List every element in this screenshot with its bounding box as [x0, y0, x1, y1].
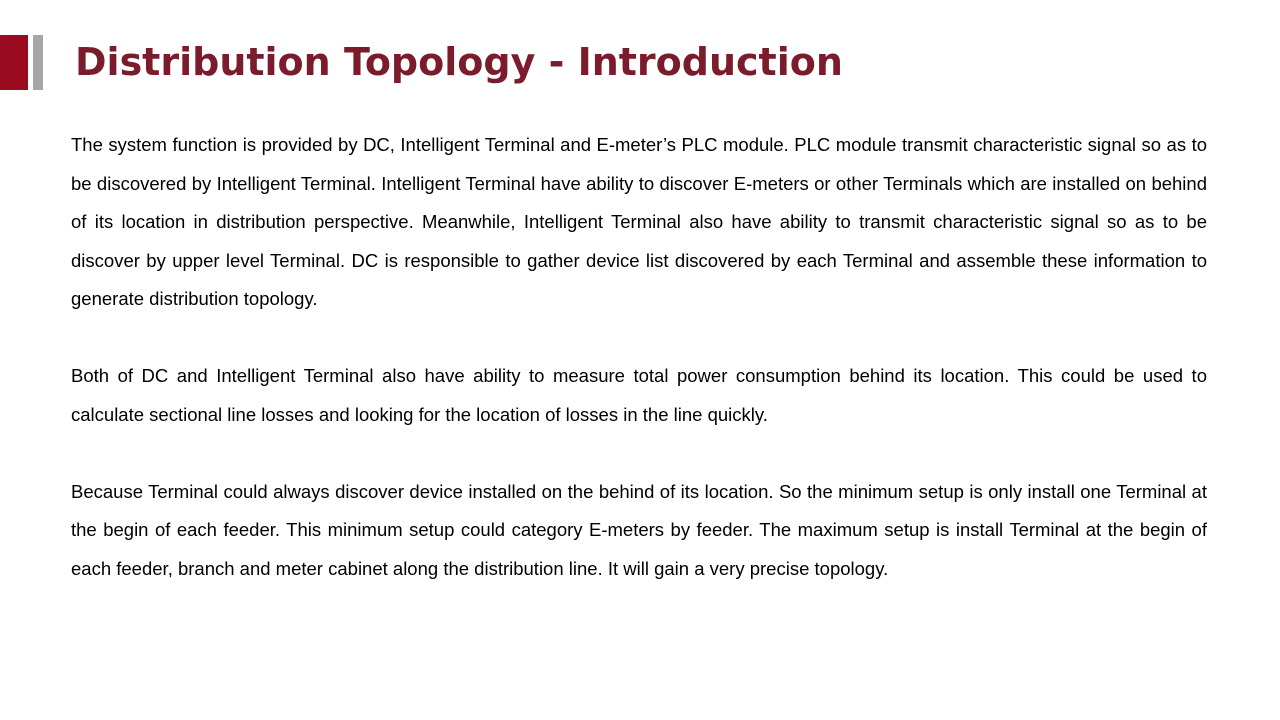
title-accent-bar-gray — [33, 35, 43, 90]
slide-title: Distribution Topology - Introduction — [75, 40, 843, 84]
body-paragraph-1: The system function is provided by DC, Intelligent Terminal and E-meter’s PLC module. PLC module transmit characteristic signal so as to be discovered by Intelligent Terminal. Intelligent Terminal have ability to discover E-meters or other Terminals which are installed on behind of its location in distribution perspective. Meanwhile, Intelligent Terminal also have ability to transmit characteristic signal so as to be discover by upper level Terminal. DC is responsible to gather device list discovered by each Terminal and assemble these information to generate distribution topology. — [71, 134, 1207, 309]
title-accent-bar-red — [0, 35, 28, 90]
slide-body — [71, 126, 1207, 588]
body-paragraph-2: Both of DC and Intelligent Terminal also have ability to measure total power consumption behind its location. This could be used to calculate sectional line losses and looking for the location of losses in the line quickly. — [71, 365, 1207, 425]
body-paragraph-3: Because Terminal could always discover device installed on the behind of its location. So the minimum setup is only install one Terminal at the begin of each feeder. This minimum setup could category E-meters by feeder. The maximum setup is install Terminal at the begin of each feeder, branch and meter cabinet along the distribution line. It will gain a very precise topology. — [71, 480, 1207, 579]
